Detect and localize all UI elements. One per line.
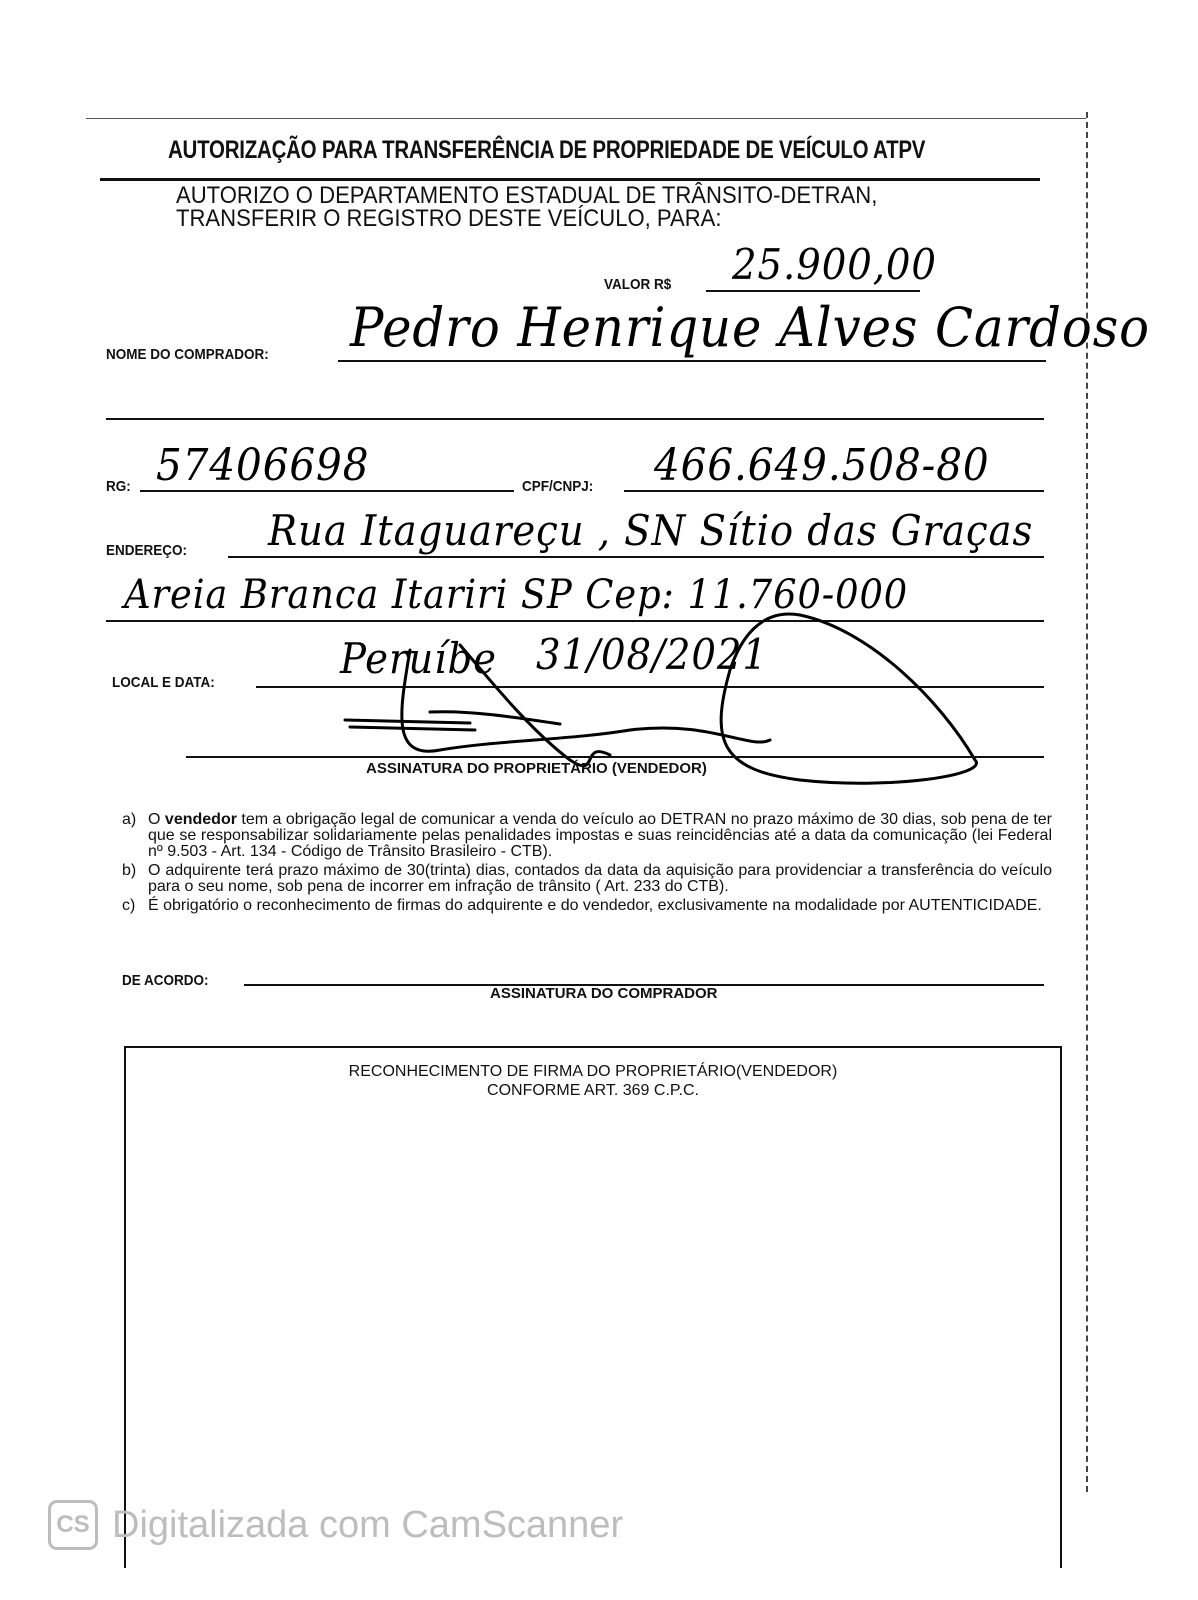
endereco-label: ENDEREÇO: bbox=[106, 542, 188, 559]
endereco-value-1[interactable]: Rua Itaguareçu , SN Sítio das Graças bbox=[268, 506, 1034, 555]
note-b-key: b) bbox=[122, 862, 137, 879]
note-a-text: tem a obrigação legal de comunicar a venda do veículo ao DETRAN no prazo máximo de 30 dias, sob pena de ter que se responsabilizar solidariamente pelas penalidades impostas e suas reincidências até a data da comunicação (lei Federal nº 9.503 - Art. 134 - Código de Trânsito Brasileiro - CTB). bbox=[148, 811, 1053, 860]
rg-value[interactable]: 57406698 bbox=[156, 440, 370, 491]
nome-value[interactable]: Pedro Henrique Alves Cardoso bbox=[350, 296, 1150, 359]
data-value[interactable]: 31/08/2021 bbox=[536, 630, 768, 679]
title-underline bbox=[100, 178, 1040, 181]
authorization-line-2: TRANSFERIR O REGISTRO DESTE VEÍCULO, PARA: bbox=[176, 205, 722, 232]
nome-line-2 bbox=[106, 418, 1044, 420]
note-a-bold: vendedor bbox=[164, 811, 237, 828]
valor-value[interactable]: 25.900,00 bbox=[732, 240, 937, 289]
authorization-line-1: AUTORIZO O DEPARTAMENTO ESTADUAL DE TRÂNSITO-DETRAN, bbox=[176, 182, 878, 209]
form-title: AUTORIZAÇÃO PARA TRANSFERÊNCIA DE PROPRIEDADE DE VEÍCULO ATPV bbox=[168, 136, 926, 164]
notary-title-2: CONFORME ART. 369 C.P.C. bbox=[487, 1082, 699, 1099]
seller-signature-caption: ASSINATURA DO PROPRIETÁRIO (VENDEDOR) bbox=[366, 760, 707, 777]
buyer-signature-caption: ASSINATURA DO COMPRADOR bbox=[490, 985, 718, 1002]
notary-recognition-box bbox=[124, 1046, 1062, 1568]
camscanner-text: Digitalizada com CamScanner bbox=[112, 1503, 624, 1546]
cpf-value[interactable]: 466.649.508-80 bbox=[654, 440, 990, 491]
valor-label: VALOR R$ bbox=[604, 276, 672, 293]
nome-label: NOME DO COMPRADOR: bbox=[106, 346, 269, 363]
note-c bbox=[122, 898, 1052, 914]
endereco-line bbox=[228, 556, 1044, 558]
de-acordo-label: DE ACORDO: bbox=[122, 972, 209, 989]
cpf-label: CPF/CNPJ: bbox=[522, 478, 594, 495]
camscanner-watermark bbox=[48, 1500, 623, 1550]
page-top-edge bbox=[86, 118, 1086, 119]
seller-signature-line bbox=[186, 756, 1044, 758]
local-value[interactable]: Peruíbe bbox=[340, 634, 497, 683]
legal-notes bbox=[122, 812, 1052, 917]
note-a bbox=[122, 812, 1052, 860]
notary-title-1: RECONHECIMENTO DE FIRMA DO PROPRIETÁRIO(VENDEDOR) bbox=[348, 1063, 838, 1080]
camscanner-logo-icon: CS bbox=[48, 1500, 98, 1550]
rg-label: RG: bbox=[106, 478, 131, 495]
nome-line bbox=[338, 360, 1046, 362]
endereco-value-2[interactable]: Areia Branca Itariri SP Cep: 11.760-000 bbox=[124, 572, 909, 618]
note-b-text: O adquirente terá prazo máximo de 30(trinta) dias, contados da data da aquisição para providenciar a transferência do veículo para o seu nome, sob pena de incorrer em infração de trânsito ( Art. 233 do CTB). bbox=[148, 862, 1052, 895]
note-c-key: c) bbox=[122, 897, 136, 914]
note-b bbox=[122, 863, 1052, 895]
note-a-key: a) bbox=[122, 811, 137, 828]
note-c-text: É obrigatório o reconhecimento de firmas do adquirente e do vendedor, exclusivamente na modalidade por AUTENTICIDADE. bbox=[148, 897, 1042, 914]
local-data-label: LOCAL E DATA: bbox=[112, 674, 215, 691]
valor-line bbox=[706, 290, 920, 292]
note-a-prefix: O bbox=[148, 811, 165, 828]
